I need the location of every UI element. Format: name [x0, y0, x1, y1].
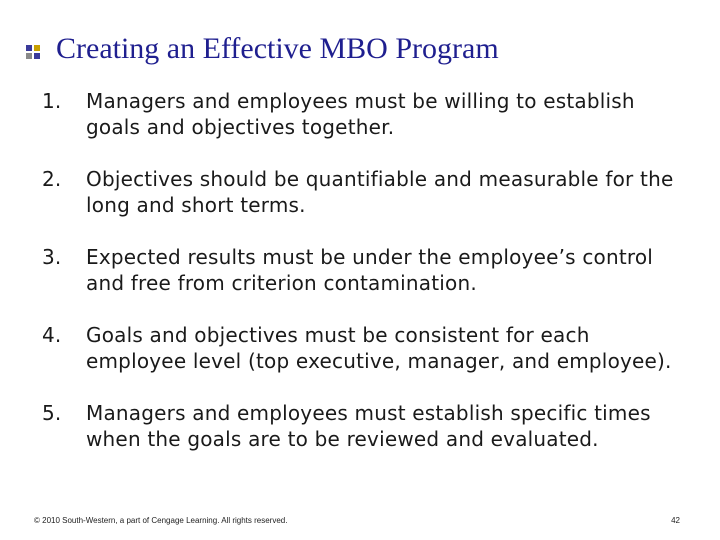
slide-title: Creating an Effective MBO Program: [56, 32, 499, 65]
list-item-number: 2.: [42, 167, 62, 191]
footer-copyright: © 2010 South-Western, a part of Cengage Learning. All rights reserved.: [34, 516, 288, 525]
list-item-text: Goals and objectives must be consistent for each employee level (top executive, manager, and employee).: [86, 323, 672, 373]
four-square-bullet-icon: [26, 45, 40, 59]
list-item: [0, 88, 720, 140]
list-item-text: Expected results must be under the employee’s control and free from criterion contamination.: [86, 245, 654, 295]
list-item: [0, 166, 720, 218]
list-item: [0, 322, 720, 374]
list-item: [0, 244, 720, 296]
list-item-number: 5.: [42, 401, 62, 425]
numbered-list: [0, 88, 720, 478]
list-item: [0, 400, 720, 452]
list-item-number: 4.: [42, 323, 62, 347]
list-item-number: 3.: [42, 245, 62, 269]
list-item-number: 1.: [42, 89, 62, 113]
list-item-text: Objectives should be quantifiable and measurable for the long and short terms.: [86, 167, 674, 217]
list-item-text: Managers and employees must establish specific times when the goals are to be reviewed and evaluated.: [86, 401, 651, 451]
page-number: 42: [671, 516, 680, 525]
list-item-text: Managers and employees must be willing to establish goals and objectives together.: [86, 89, 635, 139]
